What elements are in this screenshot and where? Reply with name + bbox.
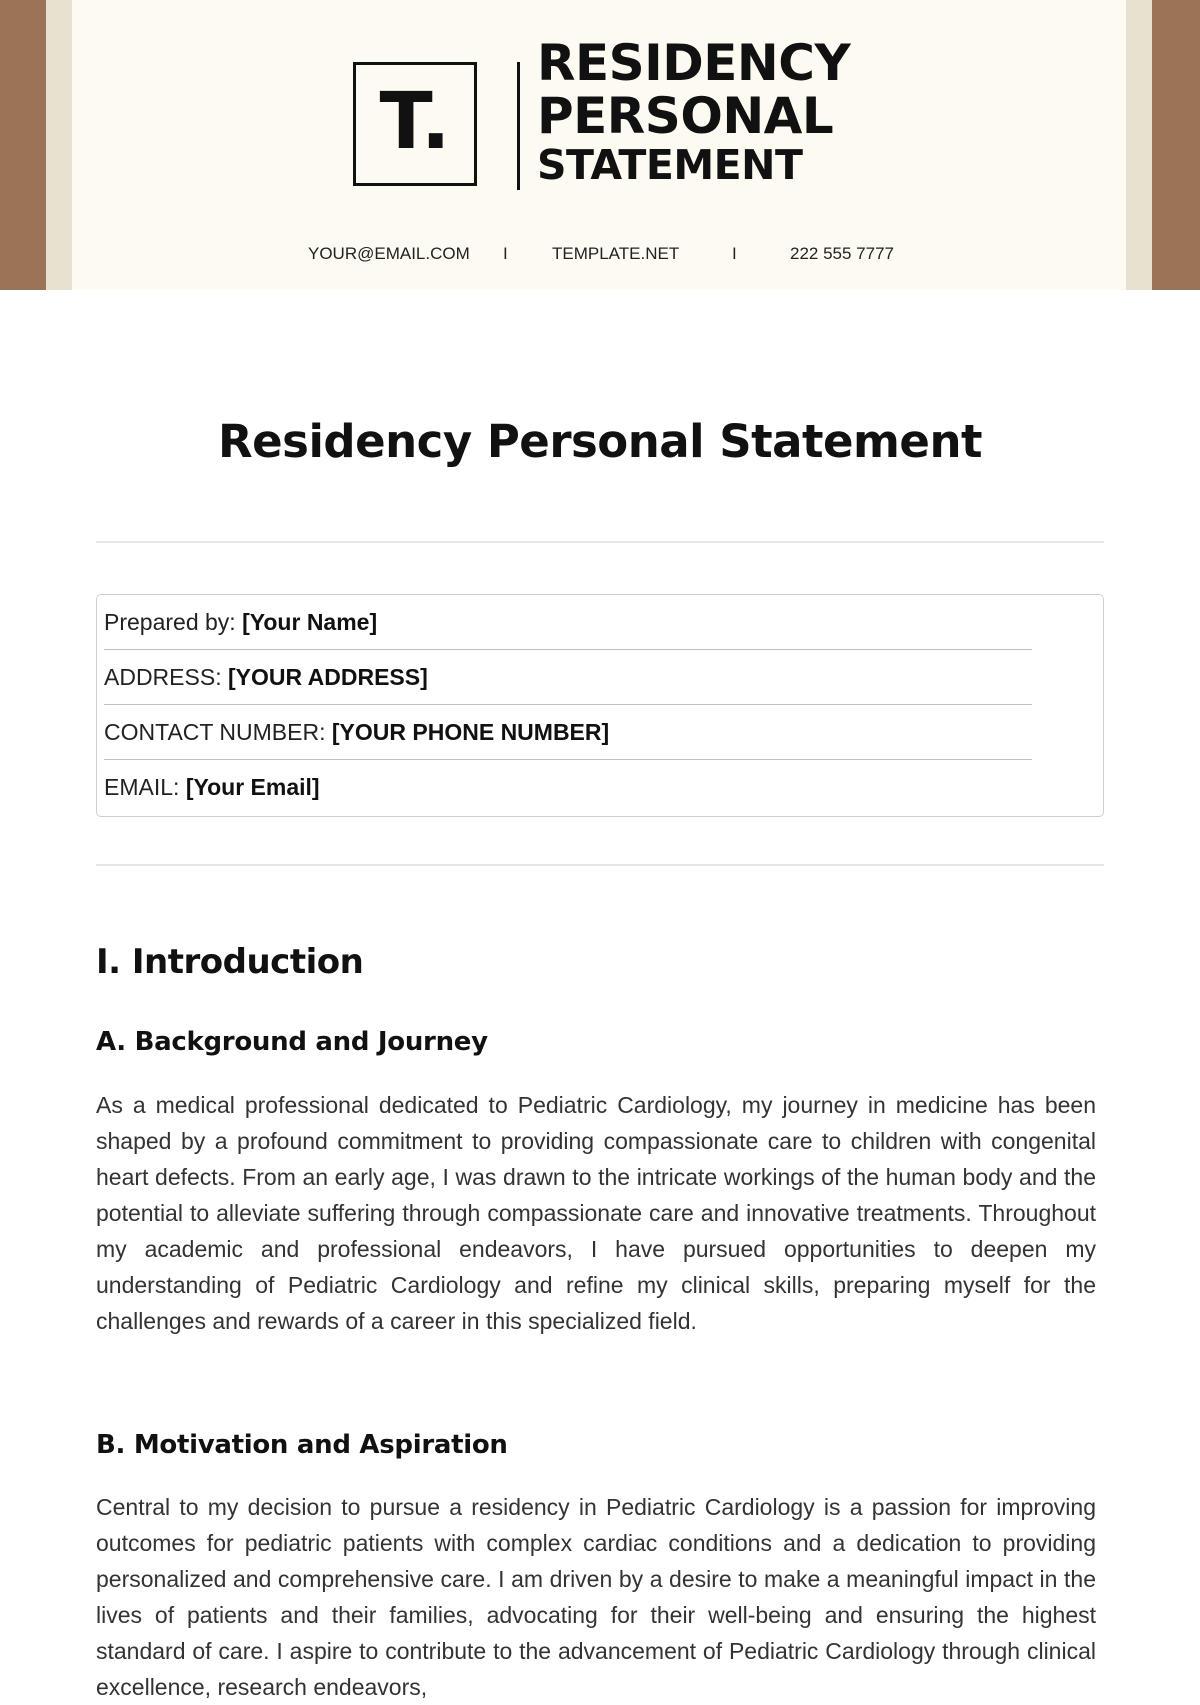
contact-email: YOUR@EMAIL.COM: [308, 244, 470, 263]
address-value: [YOUR ADDRESS]: [227, 664, 428, 690]
logo-letter: T.: [379, 77, 451, 167]
logo: [353, 62, 477, 186]
contact-row: [0, 244, 1200, 264]
info-row-email: [104, 760, 1032, 815]
info-box: [96, 594, 1104, 817]
page-title: Residency Personal Statement: [218, 415, 982, 468]
banner-title-line-1: RESIDENCY: [537, 34, 851, 92]
info-row-prepared-by: [104, 595, 1032, 650]
banner-title-line-3: STATEMENT: [537, 141, 803, 189]
contact-separator: I: [503, 244, 508, 263]
contact-number-value: [YOUR PHONE NUMBER]: [331, 719, 610, 745]
subsection-heading-motivation: B. Motivation and Aspiration: [96, 1430, 508, 1460]
info-row-address: [104, 650, 1032, 705]
email-label: EMAIL:: [104, 774, 180, 800]
section-heading-introduction: I. Introduction: [96, 942, 364, 982]
paragraph-motivation: Central to my decision to pursue a residency in Pediatric Cardiology is a passion for improving outcomes for pediatric patients with complex cardiac conditions and a dedication to providing personalized and comprehensive care. I am driven by a desire to make a meaningful impact in the lives of patients and their families, advocating for their well-being and ensuring the highest standard of care. I aspire to contribute to the advancement of Pediatric Cardiology through clinical excellence, research endeavors,: [96, 1494, 1096, 1700]
info-row-contact-number: [104, 705, 1032, 760]
address-label: ADDRESS:: [104, 664, 222, 690]
prepared-by-value: [Your Name]: [242, 609, 378, 635]
contact-number-label: CONTACT NUMBER:: [104, 719, 326, 745]
subsection-heading-background: A. Background and Journey: [96, 1027, 488, 1057]
contact-separator: I: [732, 244, 737, 263]
banner-title: [537, 34, 851, 189]
paragraph-background: As a medical professional dedicated to Pediatric Cardiology, my journey in medicine has been shaped by a profound commitment to providing compassionate care to children with congenital heart defects. From an early age, I was drawn to the intricate workings of the human body and the potential to alleviate suffering through compassionate care and innovative treatments. Throughout my academic and professional endeavors, I have pursued opportunities to deepen my understanding of Pediatric Cardiology and refine my clinical skills, preparing myself for the challenges and rewards of a career in this specialized field.: [96, 1092, 1096, 1334]
contact-website: TEMPLATE.NET: [552, 244, 680, 263]
email-value: [Your Email]: [185, 774, 320, 800]
prepared-by-label: Prepared by:: [104, 609, 236, 635]
divider: [96, 864, 1104, 866]
logo-divider: [517, 62, 520, 190]
header-banner: [0, 0, 1200, 290]
divider: [96, 541, 1104, 543]
banner-title-line-2: PERSONAL: [537, 87, 834, 145]
contact-phone: 222 555 7777: [790, 244, 894, 263]
